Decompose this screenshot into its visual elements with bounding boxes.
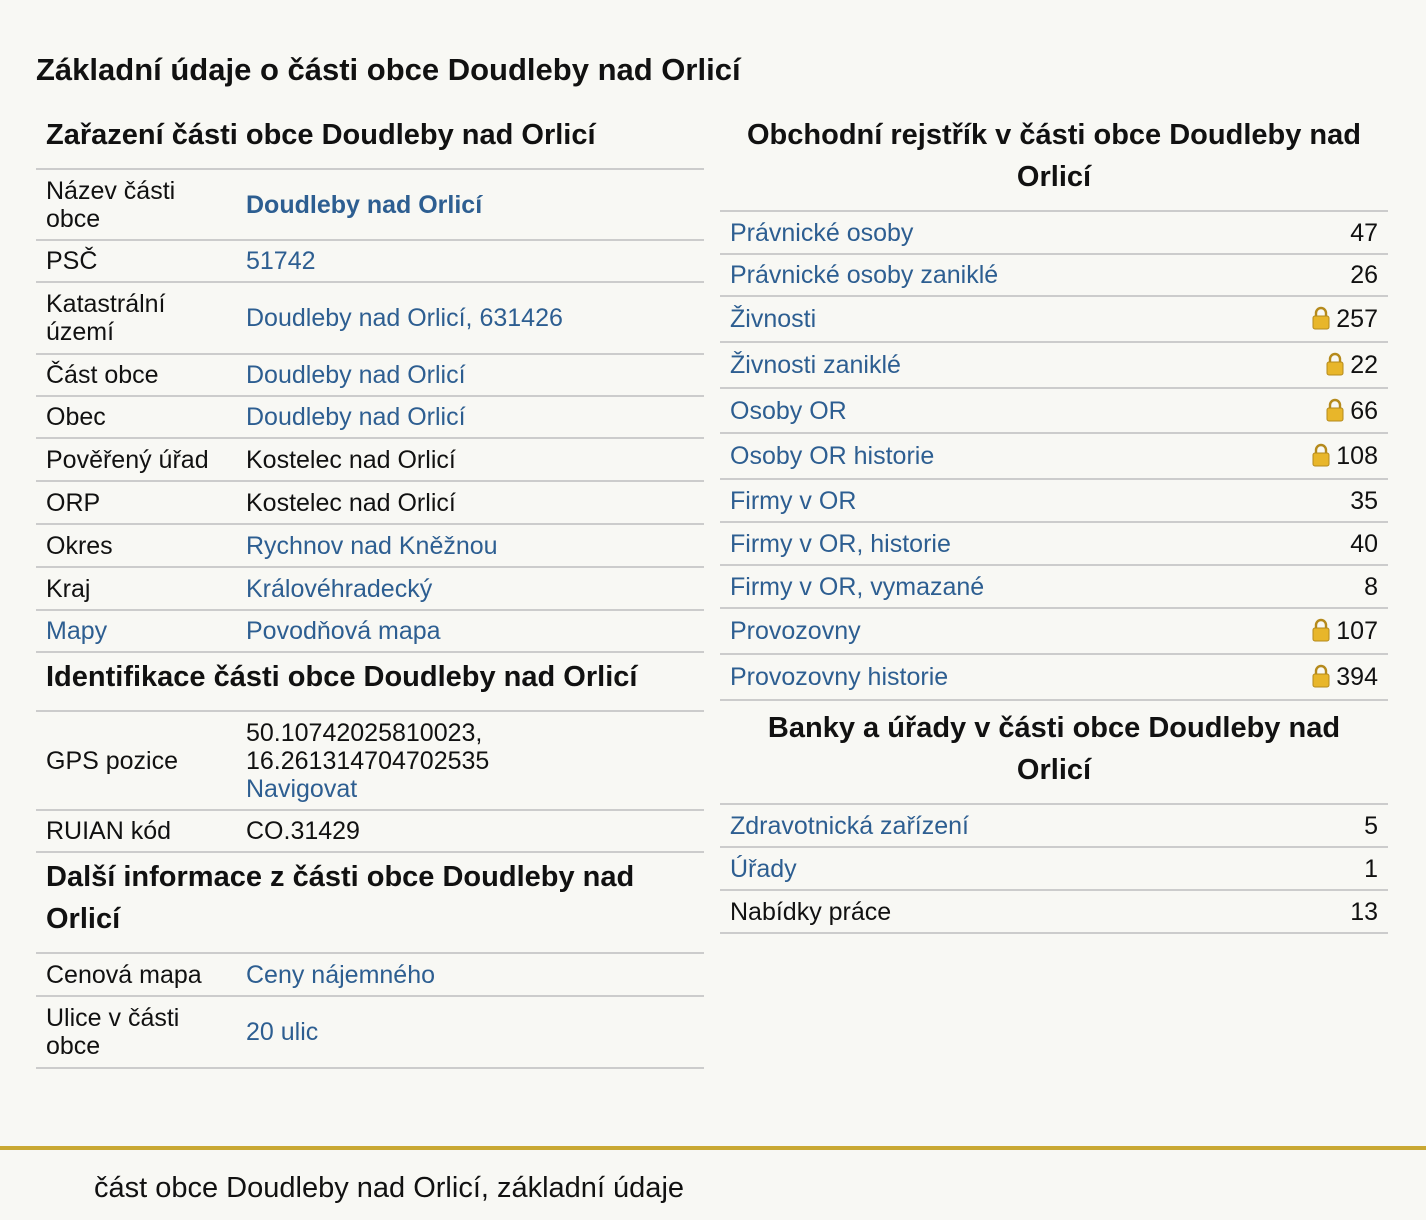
count-value: 1 [1284, 847, 1388, 890]
osoby-or-historie-link[interactable]: Osoby OR historie [730, 442, 935, 470]
table-row [36, 567, 704, 610]
banky-table [720, 805, 1388, 934]
lock-icon [1326, 352, 1344, 376]
table-row [720, 479, 1388, 522]
cast-obce-link[interactable]: Doudleby nad Orlicí [246, 361, 466, 389]
firmy-v-or-link[interactable]: Firmy v OR [730, 486, 857, 515]
count-value: 47 [1235, 212, 1388, 254]
nazev-link[interactable]: Doudleby nad Orlicí [246, 190, 483, 219]
table-row [36, 610, 704, 652]
okres-link[interactable]: Rychnov nad Kněžnou [246, 531, 498, 560]
count-value: 22 [1350, 351, 1378, 379]
urady-link[interactable]: Úřady [730, 854, 797, 883]
table-row [36, 954, 704, 996]
section-title-banky: Banky a úřady v části obce Doudleby nad Orlicí [720, 701, 1388, 805]
section-title-zarazeni: Zařazení části obce Doudleby nad Orlicí [36, 110, 704, 170]
table-row [36, 170, 704, 240]
table-row [36, 438, 704, 481]
lock-icon [1312, 443, 1330, 467]
table-row [720, 212, 1388, 254]
provozovny-link[interactable]: Provozovny [730, 617, 861, 645]
section-title-identifikace: Identifikace části obce Doudleby nad Orlicí [36, 653, 704, 712]
pravnicke-osoby-zanikle-link[interactable]: Právnické osoby zaniklé [730, 261, 999, 289]
table-row [36, 996, 704, 1068]
page-title: Základní údaje o části obce Doudleby nad Orlicí [36, 52, 741, 87]
row-key: Ulice v části obce [36, 996, 236, 1068]
row-key: Kraj [36, 567, 236, 610]
row-value: Kostelec nad Orlicí [236, 481, 704, 524]
count-value: 108 [1336, 442, 1378, 470]
identifikace-table [36, 712, 704, 853]
table-row [36, 810, 704, 852]
table-row [720, 890, 1388, 933]
table-row [720, 654, 1388, 700]
gps-value [236, 712, 704, 810]
obec-link[interactable]: Doudleby nad Orlicí [246, 403, 466, 431]
count-value: 257 [1336, 305, 1378, 333]
table-row [36, 396, 704, 438]
gps-latitude: 50.10742025810023, [246, 718, 483, 747]
left-column [36, 110, 704, 1069]
row-key: GPS pozice [36, 712, 236, 810]
row-key: RUIAN kód [36, 810, 236, 852]
pravnicke-osoby-link[interactable]: Právnické osoby [730, 218, 914, 247]
lock-icon [1326, 398, 1344, 422]
section-title-dalsi: Další informace z části obce Doudleby nad Orlicí [36, 853, 704, 954]
row-label: Nabídky práce [720, 890, 1284, 933]
footer-caption: část obce Doudleby nad Orlicí, základní údaje [94, 1172, 685, 1204]
rejstrik-table [720, 212, 1388, 701]
table-row [36, 712, 704, 810]
table-row [36, 240, 704, 282]
table-row [720, 805, 1388, 847]
ulice-link[interactable]: 20 ulic [246, 1018, 319, 1046]
ruian-value: CO.31429 [236, 810, 704, 852]
table-row [720, 608, 1388, 654]
count-value: 66 [1350, 396, 1378, 425]
count-value: 107 [1336, 617, 1378, 645]
row-value: Kostelec nad Orlicí [236, 438, 704, 481]
osoby-or-link[interactable]: Osoby OR [730, 396, 847, 425]
table-row [720, 296, 1388, 342]
mapy-link[interactable]: Mapy [46, 617, 108, 645]
count-value: 8 [1235, 565, 1388, 608]
lock-icon [1312, 664, 1330, 688]
count-value: 5 [1284, 805, 1388, 847]
table-row [720, 847, 1388, 890]
row-key: Pověřený úřad [36, 438, 236, 481]
table-row [720, 565, 1388, 608]
provozovny-historie-link[interactable]: Provozovny historie [730, 663, 949, 691]
povodnova-mapa-link[interactable]: Povodňová mapa [246, 617, 441, 645]
row-key: Cenová mapa [36, 954, 236, 996]
katastralni-uzemi-link[interactable]: Doudleby nad Orlicí, 631426 [246, 304, 563, 332]
count-value: 26 [1235, 254, 1388, 296]
kraj-link[interactable]: Královéhradecký [246, 574, 433, 603]
count-value: 40 [1235, 522, 1388, 565]
count-value: 13 [1284, 890, 1388, 933]
dalsi-table [36, 954, 704, 1069]
table-row [720, 433, 1388, 479]
navigovat-link[interactable]: Navigovat [246, 774, 358, 803]
footer-divider [0, 1146, 1426, 1150]
gps-longitude: 16.261314704702535 [246, 746, 490, 775]
firmy-v-or-vymazane-link[interactable]: Firmy v OR, vymazané [730, 572, 985, 601]
table-row [36, 282, 704, 354]
row-key: ORP [36, 481, 236, 524]
table-row [720, 254, 1388, 296]
row-value [236, 170, 704, 240]
row-key: Okres [36, 524, 236, 567]
row-key: Obec [36, 396, 236, 438]
table-row [36, 524, 704, 567]
lock-icon [1312, 306, 1330, 330]
table-row [36, 481, 704, 524]
row-key: Název části obce [36, 170, 236, 240]
zivnosti-link[interactable]: Živnosti [730, 305, 817, 333]
section-title-rejstrik: Obchodní rejstřík v části obce Doudleby nad Orlicí [720, 110, 1388, 212]
row-key: PSČ [36, 240, 236, 282]
zarazeni-table [36, 170, 704, 653]
row-key: Část obce [36, 354, 236, 396]
row-key: Katastrální území [36, 282, 236, 354]
table-row [720, 388, 1388, 433]
count-value: 394 [1336, 663, 1378, 691]
table-row [36, 354, 704, 396]
zivnosti-zanikle-link[interactable]: Živnosti zaniklé [730, 351, 901, 379]
zdravotnicka-zarizeni-link[interactable]: Zdravotnická zařízení [730, 811, 969, 840]
ceny-najemneho-link[interactable]: Ceny nájemného [246, 960, 436, 989]
count-value: 35 [1235, 479, 1388, 522]
table-row [720, 522, 1388, 565]
firmy-v-or-historie-link[interactable]: Firmy v OR, historie [730, 529, 951, 558]
psc-link[interactable]: 51742 [246, 247, 316, 275]
table-row [720, 342, 1388, 388]
lock-icon [1312, 618, 1330, 642]
right-column [720, 110, 1388, 934]
